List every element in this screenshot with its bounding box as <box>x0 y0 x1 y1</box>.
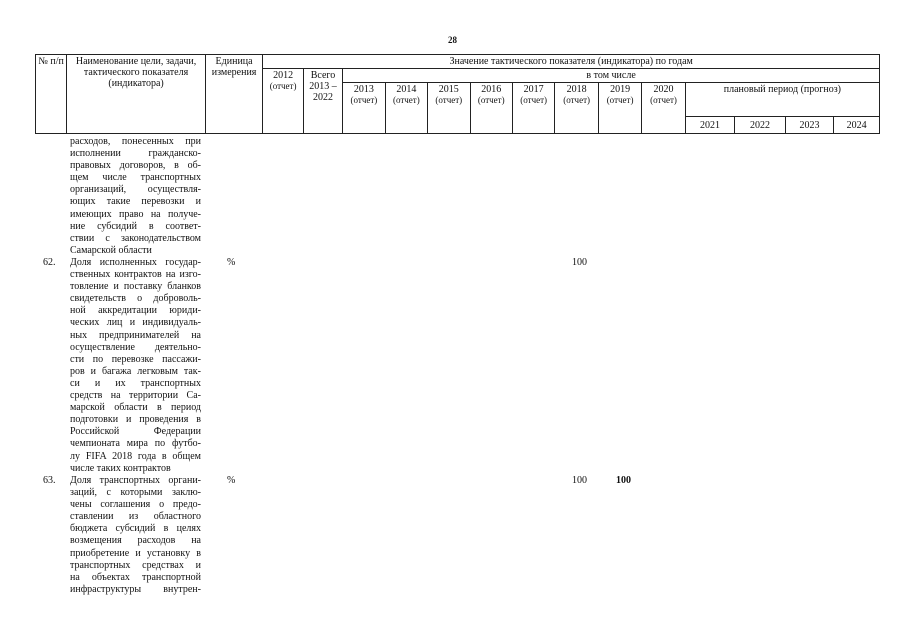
header-col-num: № п/п <box>36 55 67 134</box>
header-year-2012: 2012 (отчет) <box>263 69 303 134</box>
table-header <box>35 54 880 134</box>
row-62-unit: % <box>227 257 236 268</box>
row-63-name: Доля транспортных органи- заций, с которыми заклю- чены соглашения о предо- ставлении из областного бюджета субсидий в целях возмещения расходов на приобретение и установку в транспортных средствах и на объектах транспортной инфраструктуры внутрен- <box>70 475 201 595</box>
header-year-2017: 2017 (отчет) <box>512 83 554 134</box>
header-year-2019: 2019 (отчет) <box>598 83 641 134</box>
row-63-value-2018: 100 <box>572 475 587 486</box>
header-year-2023: 2023 <box>785 117 834 134</box>
header-year-2024: 2024 <box>834 117 880 134</box>
page-number: 28 <box>448 35 457 45</box>
header-year-2014: 2014 (отчет) <box>385 83 427 134</box>
row-62-name: Доля исполненных государ- ственных контрактов на изго- товление и поставку бланков свидетельств о доброволь- ной аккредитации юриди- ческих лиц и индивидуаль- ных предпринимателей на осуществление деятельно- сти по перевозке пассажи- ров и багажа легковым так- си и их транспортных средств на территории Са- марской области в период подготовки и проведения в Российской Федерации чемпионата мира по футбо- лу FIFA 2018 года в общем числе таких контрактов <box>70 257 201 474</box>
row-continuation-name: расходов, понесенных при исполнении гражданско- правовых договоров, в об- щем числе транспортных организаций, осуществля- ющих такие перевозки и имеющих право на получе- ние субсидий в соответ- ствии с законодательством Самарской области <box>70 136 201 256</box>
header-year-2016: 2016 (отчет) <box>470 83 512 134</box>
header-year-2015: 2015 (отчет) <box>428 83 470 134</box>
row-number: 63. <box>43 475 56 486</box>
row-62-value-2018: 100 <box>572 257 587 268</box>
header-col-values: Значение тактического показателя (индикатора) по годам <box>263 55 880 69</box>
header-col-name: Наименование цели, задачи, тактического показателя (индикатора) <box>67 55 205 134</box>
row-63-value-2019: 100 <box>616 475 631 486</box>
header-year-2021: 2021 <box>685 117 735 134</box>
header-year-2020: 2020 (отчет) <box>642 83 685 134</box>
header-year-2013: 2013 (отчет) <box>343 83 385 134</box>
row-63-unit: % <box>227 475 236 486</box>
header-including: в том числе <box>343 69 880 83</box>
header-planned: плановый период (прогноз) <box>685 83 879 117</box>
row-number: 62. <box>43 257 56 268</box>
header-col-unit: Единица измерения <box>205 55 263 134</box>
header-year-2022: 2022 <box>735 117 786 134</box>
header-year-2018: 2018 (отчет) <box>555 83 598 134</box>
header-total: Всего 2013 – 2022 <box>303 69 342 134</box>
